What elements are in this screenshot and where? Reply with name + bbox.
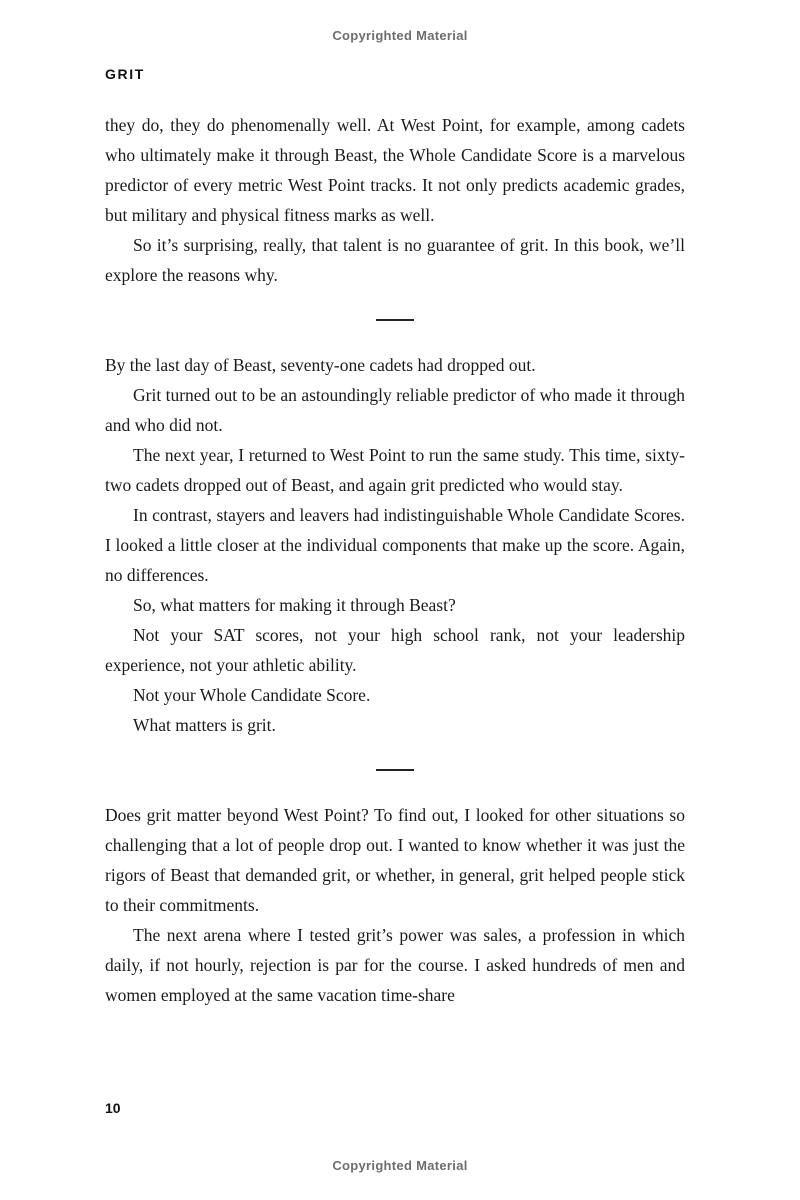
copyright-notice-bottom: Copyrighted Material	[332, 1158, 468, 1173]
running-header: GRIT	[105, 66, 145, 82]
paragraph: In contrast, stayers and leavers had indistinguishable Whole Candidate Scores. I looked a little closer at the individual components that make up the score. Again, no differences.	[105, 505, 685, 585]
body-text-block	[105, 110, 685, 1010]
paragraph: Does grit matter beyond West Point? To find out, I looked for other situations so challenging that a lot of people drop out. I wanted to know whether it was just the rigors of Beast that demanded grit, or whether, in general, grit helped people stick to their commitments.	[105, 805, 685, 915]
paragraph: Grit turned out to be an astoundingly reliable predictor of who made it through and who did not.	[105, 385, 685, 435]
section-break-rule	[376, 769, 414, 771]
paragraph: So it’s surprising, really, that talent is no guarantee of grit. In this book, we’ll explore the reasons why.	[105, 235, 685, 285]
paragraph: Not your SAT scores, not your high school rank, not your leadership experience, not your athletic ability.	[105, 625, 685, 675]
paragraph: So, what matters for making it through Beast?	[133, 595, 456, 615]
paragraph: By the last day of Beast, seventy-one cadets had dropped out.	[105, 355, 536, 375]
paragraph: The next year, I returned to West Point to run the same study. This time, sixty-two cadets dropped out of Beast, and again grit predicted who would stay.	[105, 445, 685, 495]
section-break-rule	[376, 319, 414, 321]
paragraph: Not your Whole Candidate Score.	[133, 685, 371, 705]
paragraph: What matters is grit.	[133, 715, 276, 735]
paragraph: The next arena where I tested grit’s power was sales, a profession in which daily, if not hourly, rejection is par for the course. I asked hundreds of men and women employed at the same vacation time-share	[105, 925, 685, 1005]
copyright-notice-top: Copyrighted Material	[332, 28, 468, 43]
page-number: 10	[105, 1100, 121, 1116]
paragraph: they do, they do phenomenally well. At West Point, for example, among cadets who ultimately make it through Beast, the Whole Candidate Score is a marvelous predictor of every metric West Point tracks. It not only predicts academic grades, but military and physical fitness marks as well.	[105, 115, 685, 225]
